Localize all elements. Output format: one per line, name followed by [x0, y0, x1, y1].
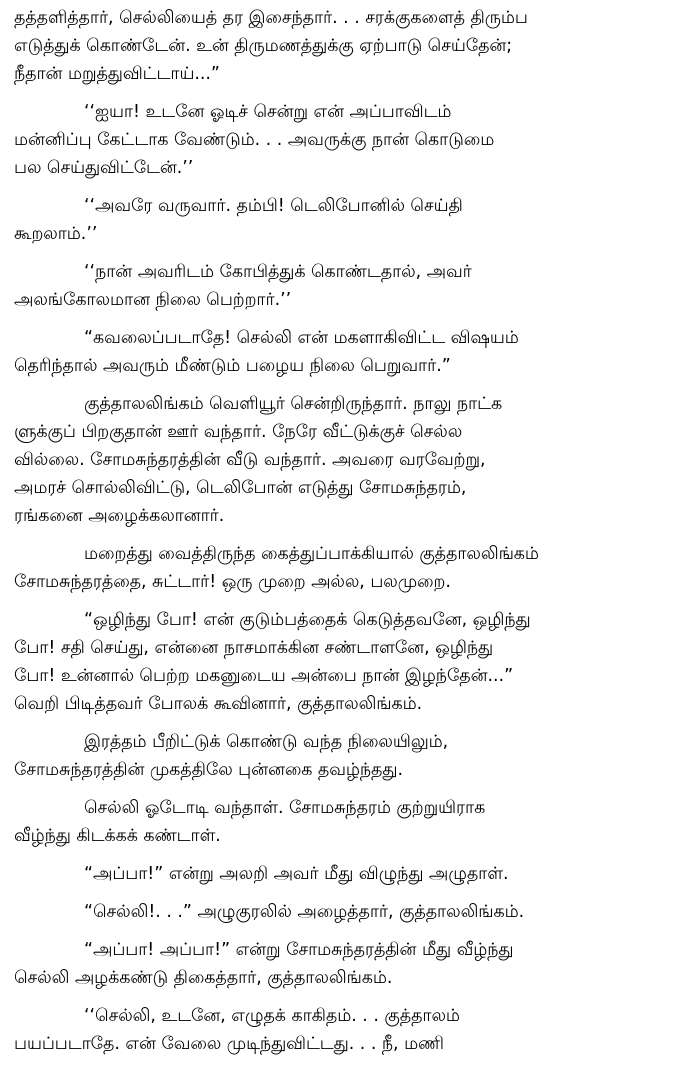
paragraph: [14, 258, 672, 314]
text-line: “செல்லி!. . .” அழுகுரலில் அழைத்தார், குத்தாலலிங்கம்.: [84, 902, 525, 922]
paragraph: [14, 606, 672, 718]
text-line: அலங்கோலமான நிலை பெற்றார்.’’: [14, 290, 292, 310]
text-line: பல செய்துவிட்டேன்.’’: [14, 158, 194, 178]
paragraph: [14, 936, 672, 992]
text-line: நீதான் மறுத்துவிட்டாய்...”: [14, 64, 220, 84]
paragraph: [14, 794, 672, 850]
paragraph: [14, 324, 672, 380]
text-line: செல்லி அழக்கண்டு திகைத்தார், குத்தாலலிங்கம்.: [14, 968, 393, 988]
text-line: இரத்தம் பீறிட்டுக் கொண்டு வந்த நிலையிலும்,: [84, 732, 449, 752]
text-line: ‘‘செல்லி, உடனே, எழுதக் காகிதம். . . குத்தாலம்: [84, 1006, 460, 1026]
text-line: எடுத்துக் கொண்டேன். உன் திருமணத்துக்கு ஏற்பாடு செய்தேன்;: [14, 36, 513, 56]
text-line: “கவலைப்படாதே! செல்லி என் மகளாகிவிட்ட விஷயம்: [84, 328, 519, 348]
text-line: சோமசுந்தரத்தை, சுட்டார்! ஒரு முறை அல்ல, பலமுறை.: [14, 572, 451, 592]
text-line: ளுக்குப் பிறகுதான் ஊர் வந்தார். நேரே வீட்டுக்குச் செல்ல: [14, 422, 463, 442]
book-page: [14, 4, 672, 1068]
paragraph: [14, 1002, 672, 1058]
text-line: ‘‘ஐயா! உடனே ஓடிச் சென்று என் அப்பாவிடம்: [84, 102, 452, 122]
text-line: ‘‘அவரே வருவார். தம்பி! டெலிபோனில் செய்தி: [84, 196, 463, 216]
text-line: அமரச் சொல்லிவிட்டு, டெலிபோன் எடுத்து சோமசுந்தரம்,: [14, 478, 467, 498]
paragraph: [14, 540, 672, 596]
text-line: போ! சதி செய்து, என்னை நாசமாக்கின சண்டாளனே, ஒழிந்து: [14, 638, 494, 658]
paragraph: [14, 860, 672, 888]
text-line: கூறலாம்.’’: [14, 224, 98, 244]
text-line: மன்னிப்பு கேட்டாக வேண்டும். . . அவருக்கு நான் கொடுமை: [14, 130, 495, 150]
paragraph: [14, 98, 672, 182]
text-line: போ! உன்னால் பெற்ற மகனுடைய அன்பை நான் இழந்தேன்...”: [14, 666, 514, 686]
text-line: செல்லி ஓடோடி வந்தாள். சோமசுந்தரம் குற்றுயிராக: [84, 798, 486, 818]
paragraph: [14, 390, 672, 530]
text-line: குத்தாலலிங்கம் வெளியூர் சென்றிருந்தார். நாலு நாட்க: [84, 394, 503, 414]
text-line: வீழ்ந்து கிடக்கக் கண்டாள்.: [14, 826, 221, 846]
paragraph: [14, 4, 672, 88]
text-line: “அப்பா!” என்று அலறி அவர் மீது விழுந்து அழுதாள்.: [84, 864, 509, 884]
text-line: சோமசுந்தரத்தின் முகத்திலே புன்னகை தவழ்ந்தது.: [14, 760, 403, 780]
text-line: வில்லை. சோமசுந்தரத்தின் வீடு வந்தார். அவரை வரவேற்று,: [14, 450, 486, 470]
text-line: ரங்கனை அழைக்கலானார்.: [14, 506, 225, 526]
text-line: “ஒழிந்து போ! என் குடும்பத்தைக் கெடுத்தவனே, ஒழிந்து: [84, 610, 531, 630]
text-line: பயப்படாதே. என் வேலை முடிந்துவிட்டது. . . நீ, மணி: [14, 1034, 444, 1054]
text-line: மறைத்து வைத்திருந்த கைத்துப்பாக்கியால் குத்தாலலிங்கம்: [84, 544, 539, 564]
paragraph: [14, 192, 672, 248]
text-line: “அப்பா! அப்பா!” என்று சோமசுந்தரத்தின் மீது வீழ்ந்து: [84, 940, 514, 960]
text-line: வெறி பிடித்தவர் போலக் கூவினார், குத்தாலலிங்கம்.: [14, 694, 423, 714]
text-line: தெரிந்தால் அவரும் மீண்டும் பழைய நிலை பெறுவார்.”: [14, 356, 451, 376]
text-line: தத்தளித்தார், செல்லியைத் தர இசைந்தார். . . சரக்குகளைத் திரும்ப: [14, 8, 528, 28]
paragraph: [14, 898, 672, 926]
paragraph: [14, 728, 672, 784]
text-line: ‘‘நான் அவரிடம் கோபித்துக் கொண்டதால், அவர்: [84, 262, 472, 282]
